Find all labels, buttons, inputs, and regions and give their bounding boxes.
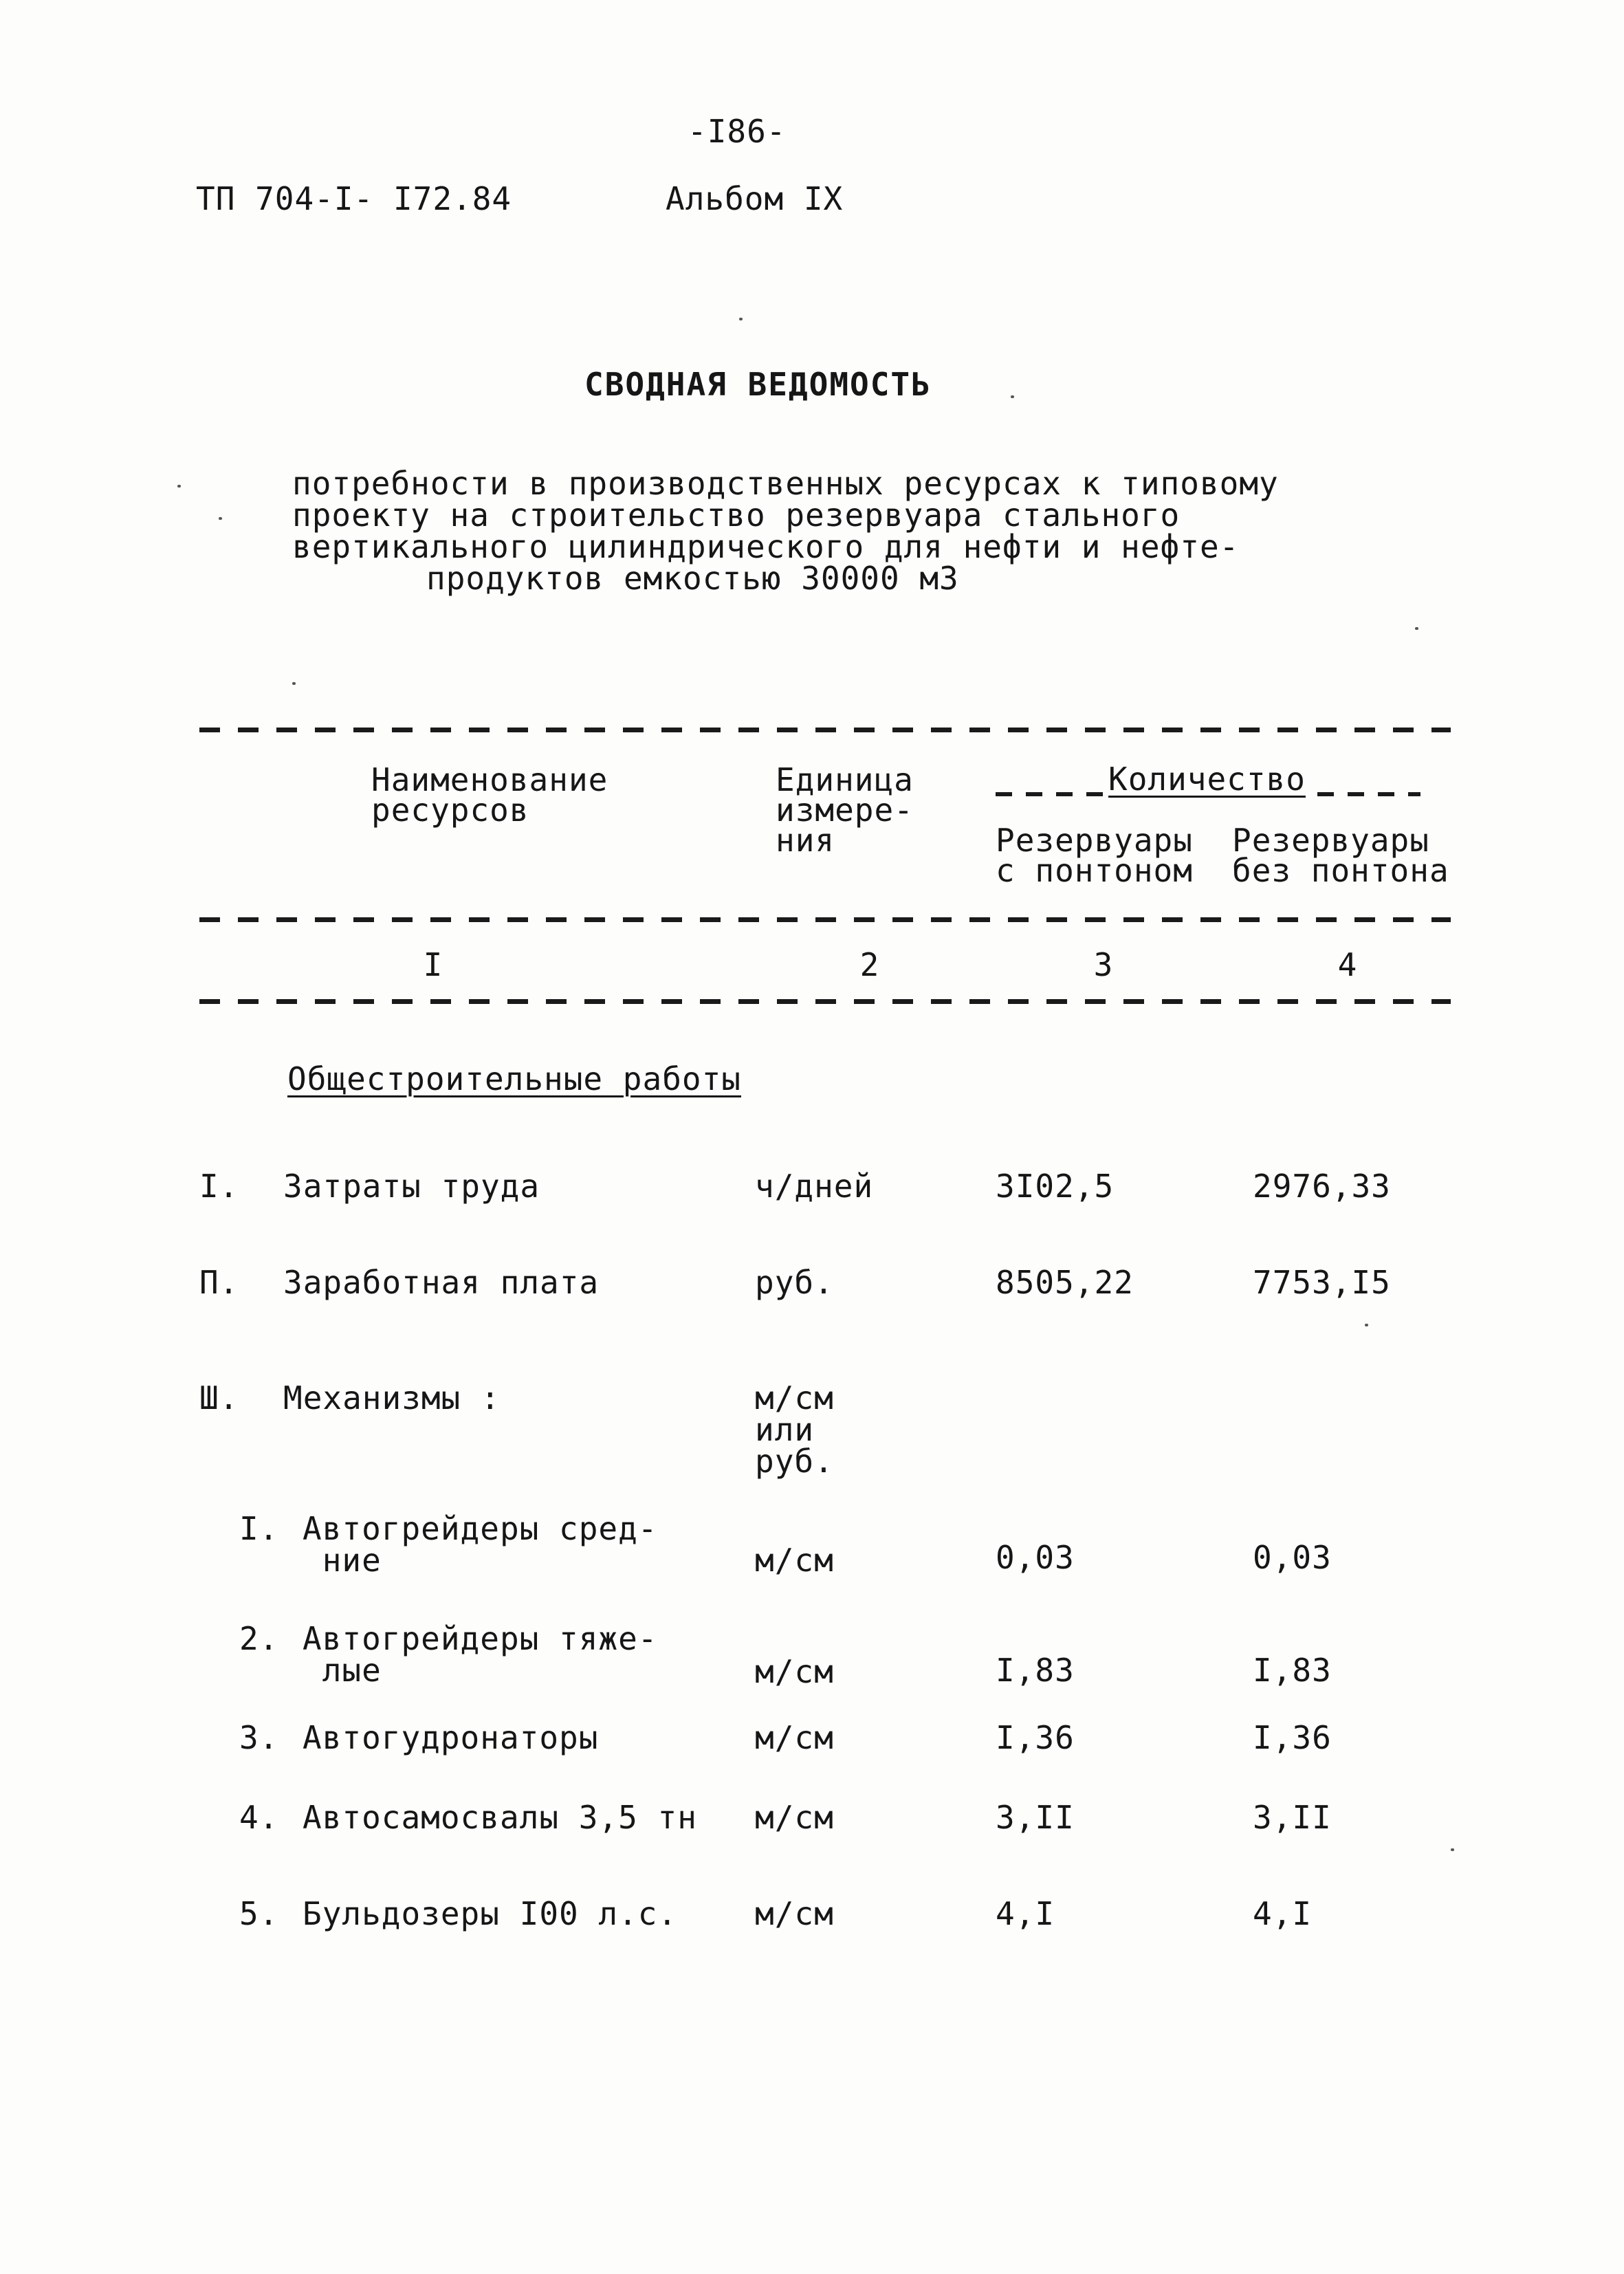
- row-unit: м/см: [755, 1653, 834, 1690]
- row-qty-with-pontoon: 3,II: [996, 1799, 1075, 1836]
- row-qty-without-pontoon: I,36: [1253, 1719, 1332, 1756]
- row-number: I.: [239, 1510, 279, 1547]
- scan-speck: [1011, 395, 1014, 398]
- row-qty-without-pontoon: I,83: [1253, 1652, 1332, 1689]
- scan-speck: [1451, 1848, 1454, 1851]
- table-header-rule: [199, 917, 1451, 922]
- row-unit: м/см: [755, 1895, 834, 1932]
- quantity-line-right: [1317, 792, 1420, 796]
- row-qty-with-pontoon: 0,03: [996, 1539, 1075, 1576]
- column-number-4: 4: [1337, 946, 1358, 983]
- row-number: Ш.: [199, 1379, 239, 1417]
- header-with-pontoon: Резервуары с понтоном: [996, 822, 1193, 889]
- page-number: -I86-: [688, 113, 787, 150]
- row-unit: ч/дней: [755, 1168, 874, 1205]
- row-qty-with-pontoon: 4,I: [996, 1895, 1055, 1932]
- row-name: Автогрейдеры тяже- лые: [303, 1620, 658, 1689]
- header-unit: Единица измере- ния: [776, 761, 914, 859]
- row-name: Заработная плата: [283, 1264, 600, 1301]
- table-top-rule: [199, 728, 1451, 732]
- row-number: 3.: [239, 1719, 279, 1756]
- row-number: 5.: [239, 1895, 279, 1932]
- quantity-line-left: [996, 792, 1106, 796]
- header-without-pontoon: Резервуары без понтона: [1232, 822, 1449, 889]
- row-qty-with-pontoon: I,36: [996, 1719, 1075, 1756]
- row-unit: м/см: [755, 1719, 834, 1756]
- row-qty-without-pontoon: 3,II: [1253, 1799, 1332, 1836]
- row-unit: м/см: [755, 1542, 834, 1579]
- subtitle-line-1: потребности в производственных ресурсах к типовому: [292, 465, 1279, 502]
- scan-speck: [219, 517, 222, 520]
- row-qty-without-pontoon: 0,03: [1253, 1539, 1332, 1576]
- scan-speck: [739, 318, 743, 320]
- section-title: Общестроительные работы: [287, 1060, 741, 1097]
- scan-speck: [1365, 1324, 1368, 1326]
- row-number: I.: [199, 1168, 239, 1205]
- row-qty-without-pontoon: 2976,33: [1253, 1168, 1391, 1205]
- table-number-rule: [199, 999, 1451, 1004]
- row-unit: руб.: [755, 1264, 834, 1301]
- column-number-2: 2: [859, 946, 880, 983]
- row-qty-without-pontoon: 4,I: [1253, 1895, 1313, 1932]
- header-name: Наименование ресурсов: [371, 761, 608, 829]
- row-name: Автогудронаторы: [303, 1719, 599, 1756]
- row-unit: м/см: [755, 1799, 834, 1836]
- scan-speck: [177, 485, 181, 488]
- subtitle-line-3: вертикального цилиндрического для нефти и нефте-: [292, 528, 1240, 565]
- subtitle-line-4: продуктов емкостью 30000 м3: [426, 560, 959, 597]
- row-name: Затраты труда: [283, 1168, 540, 1205]
- row-name: Автогрейдеры сред- ние: [303, 1510, 658, 1579]
- row-qty-with-pontoon: I,83: [996, 1652, 1075, 1689]
- document-title: СВОДНАЯ ВЕДОМОСТЬ: [584, 366, 932, 403]
- row-name: Бульдозеры I00 л.с.: [303, 1895, 678, 1932]
- album-label: Альбом IX: [666, 180, 844, 217]
- scan-speck: [292, 682, 296, 685]
- column-number-3: 3: [1093, 946, 1114, 983]
- header-quantity: Количество: [1108, 761, 1306, 798]
- row-qty-without-pontoon: 7753,I5: [1253, 1264, 1391, 1301]
- scan-speck: [1415, 627, 1418, 630]
- row-number: 2.: [239, 1620, 279, 1657]
- row-qty-with-pontoon: 8505,22: [996, 1264, 1134, 1301]
- row-number: П.: [199, 1264, 239, 1301]
- doc-code: ТП 704-I- I72.84: [196, 180, 512, 217]
- column-number-1: I: [423, 946, 443, 983]
- row-number: 4.: [239, 1799, 279, 1836]
- row-qty-with-pontoon: 3I02,5: [996, 1168, 1115, 1205]
- subtitle-line-2: проекту на строительство резервуара стального: [292, 496, 1181, 534]
- row-unit: м/см или руб.: [755, 1379, 834, 1480]
- row-name: Механизмы :: [283, 1379, 501, 1417]
- row-name: Автосамосвалы 3,5 тн: [303, 1799, 697, 1836]
